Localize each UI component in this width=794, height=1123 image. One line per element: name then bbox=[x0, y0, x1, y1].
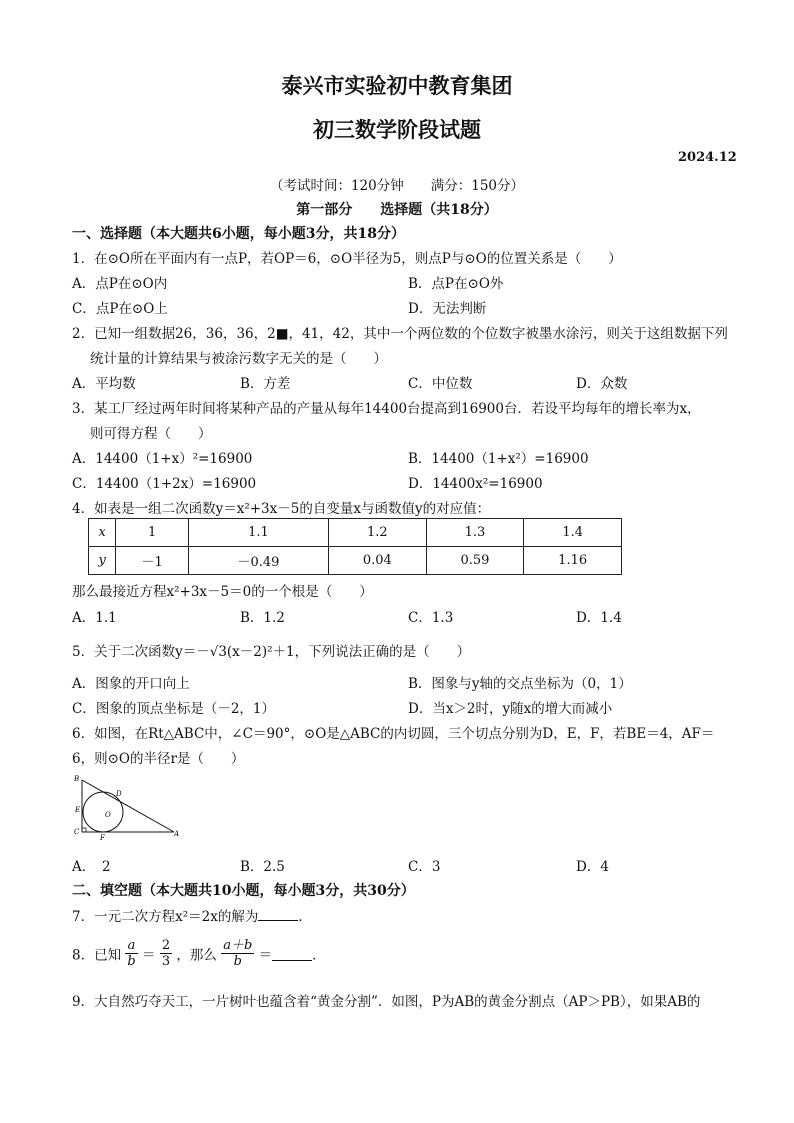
q7-answer-blank[interactable] bbox=[258, 907, 298, 921]
q4-option-c: C．1.3 bbox=[408, 610, 454, 626]
q1-option-a: A．点P在⊙O内 bbox=[72, 276, 168, 292]
table-cell: 0.04 bbox=[328, 547, 426, 575]
q4-options bbox=[72, 606, 722, 626]
q2-stem-2: 统计量的计算结果与被涂污数字无关的是（ ） bbox=[90, 351, 387, 367]
q5-option-d: D．当x＞2时，y随x的增大而减小 bbox=[408, 701, 613, 717]
table-row-x bbox=[89, 519, 622, 547]
table-cell: 1.1 bbox=[188, 519, 328, 547]
q7-end: ． bbox=[298, 909, 312, 925]
part-one-heading: 第一部分 选择题（共18分） bbox=[296, 202, 498, 218]
frac-den: 3 bbox=[161, 954, 171, 969]
q5-option-c: C．图象的顶点坐标是（－2，1） bbox=[72, 701, 276, 717]
q2-stem-1: 2．已知一组数据26，36，36，2■，41，42，其中一个两位数的个位数字被墨水涂污，则关于这组数据下列 bbox=[72, 326, 728, 342]
q6-stem-1: 6．如图，在Rt△ABC中，∠C＝90°，⊙O是△ABC的内切圆，三个切点分别为D，E，F，若BE＝4，AF＝ bbox=[72, 726, 715, 742]
school-title: 泰兴市实验初中教育集团 bbox=[281, 73, 513, 98]
q5-stem: 5．关于二次函数y＝－√3(x－2)²＋1，下列说法正确的是（ ） bbox=[72, 644, 471, 660]
q5-options-row1 bbox=[72, 672, 722, 692]
label-e: E bbox=[75, 806, 81, 814]
q3-stem-2: 则可得方程（ ） bbox=[90, 426, 212, 442]
q1-option-c: C．点P在⊙O上 bbox=[72, 301, 168, 317]
q6-option-a: A． 2 bbox=[72, 859, 111, 875]
table-cell: 1.4 bbox=[524, 519, 622, 547]
q8-mid: ，那么 bbox=[176, 947, 217, 964]
exam-title: 初三数学阶段试题 bbox=[313, 117, 481, 142]
table-cell: 1.2 bbox=[328, 519, 426, 547]
q4-value-table bbox=[88, 518, 622, 575]
frac-num: a＋b bbox=[223, 938, 253, 953]
label-a: A bbox=[174, 830, 180, 838]
q8-fraction-a-over-b bbox=[125, 938, 137, 969]
q8-answer-blank[interactable] bbox=[272, 947, 312, 961]
q1-option-b: B．点P在⊙O外 bbox=[408, 276, 504, 292]
section1-heading: 一、选择题（本大题共6小题，每小题3分，共18分） bbox=[72, 226, 405, 242]
q1-options-row1 bbox=[72, 272, 722, 292]
label-b: B bbox=[74, 775, 80, 783]
q7-line bbox=[72, 905, 312, 925]
q5-option-b: B．图象与y轴的交点坐标为（0，1） bbox=[408, 676, 632, 692]
label-c: C bbox=[74, 828, 80, 836]
table-cell: 0.59 bbox=[426, 547, 524, 575]
table-cell: 1 bbox=[116, 519, 189, 547]
time-info: （考试时间：120分钟 满分：150分） bbox=[269, 178, 525, 194]
label-d: D bbox=[116, 790, 122, 798]
frac-num: a bbox=[125, 938, 137, 954]
q8-line bbox=[72, 938, 326, 969]
q6-triangle-figure bbox=[70, 772, 190, 842]
table-cell: 1.3 bbox=[426, 519, 524, 547]
q5-option-a: A．图象的开口向上 bbox=[72, 676, 190, 692]
q1-option-d: D．无法判断 bbox=[408, 301, 487, 317]
q7-text: 7．一元二次方程x²＝2x的解为 bbox=[72, 909, 259, 925]
q6-stem-2: 6，则⊙O的半径r是（ ） bbox=[72, 751, 245, 767]
q3-options-row2 bbox=[72, 472, 722, 492]
frac-den: b bbox=[233, 954, 242, 969]
q2-option-b: B．方差 bbox=[240, 376, 291, 392]
incircle bbox=[83, 792, 123, 832]
q2-option-c: C．中位数 bbox=[408, 376, 473, 392]
q6-option-d: D．4 bbox=[576, 859, 609, 875]
q6-option-c: C．3 bbox=[408, 859, 441, 875]
q8-equals: ＝ bbox=[142, 947, 156, 964]
q8-fraction-sum-over-b bbox=[221, 938, 254, 969]
section2-heading: 二、填空题（本大题共10小题，每小题3分，共30分） bbox=[72, 883, 415, 899]
q9-stem: 9．大自然巧夺天工，一片树叶也蕴含着“黄金分割”．如图，P为AB的黄金分割点（AP＞PB），如果AB的 bbox=[72, 994, 701, 1010]
q3-option-a: A．14400（1+x）²=16900 bbox=[72, 451, 253, 467]
q4-stem: 4．如表是一组二次函数y＝x²+3x－5的自变量x与函数值y的对应值： bbox=[72, 501, 491, 517]
q3-option-c: C．14400（1+2x）=16900 bbox=[72, 476, 257, 492]
table-cell: 1.16 bbox=[524, 547, 622, 575]
table-cell: －0.49 bbox=[188, 547, 328, 575]
q8-prefix: 8．已知 bbox=[72, 947, 122, 964]
table-cell: y bbox=[89, 547, 116, 575]
q3-option-b: B．14400（1+x²）=16900 bbox=[408, 451, 589, 467]
q3-option-d: D．14400x²=16900 bbox=[408, 476, 543, 492]
q4-after: 那么最接近方程x²+3x－5＝0的一个根是（ ） bbox=[72, 584, 373, 600]
exam-date: 2024.12 bbox=[678, 150, 737, 165]
q8-fraction-2-over-3 bbox=[160, 938, 172, 969]
q4-option-b: B．1.2 bbox=[240, 610, 285, 626]
q2-options bbox=[72, 372, 722, 392]
label-o: O bbox=[105, 811, 111, 819]
q8-end: ． bbox=[312, 947, 326, 964]
table-row-y bbox=[89, 547, 622, 575]
q1-options-row2 bbox=[72, 297, 722, 317]
label-f: F bbox=[100, 834, 105, 842]
q2-option-a: A．平均数 bbox=[72, 376, 136, 392]
q3-stem-1: 3．某工厂经过两年时间将某种产品的产量从每年14400台提高到16900台．若设平均每年的增长率为x， bbox=[72, 401, 701, 417]
q6-option-b: B．2.5 bbox=[240, 859, 285, 875]
q2-option-d: D．众数 bbox=[576, 376, 628, 392]
table-cell: x bbox=[89, 519, 116, 547]
q4-option-d: D．1.4 bbox=[576, 610, 622, 626]
q3-options-row1 bbox=[72, 447, 722, 467]
q5-options-row2 bbox=[72, 697, 722, 717]
q8-equals-2: ＝ bbox=[258, 947, 273, 964]
frac-den: b bbox=[127, 954, 136, 969]
q6-options bbox=[72, 855, 722, 875]
q1-stem: 1．在⊙O所在平面内有一点P，若OP＝6，⊙O半径为5，则点P与⊙O的位置关系是（ ） bbox=[72, 251, 622, 267]
table-cell: －1 bbox=[116, 547, 189, 575]
frac-num: 2 bbox=[161, 938, 171, 953]
right-angle-mark bbox=[82, 828, 86, 832]
side-ab bbox=[82, 780, 174, 832]
q4-option-a: A．1.1 bbox=[72, 610, 117, 626]
